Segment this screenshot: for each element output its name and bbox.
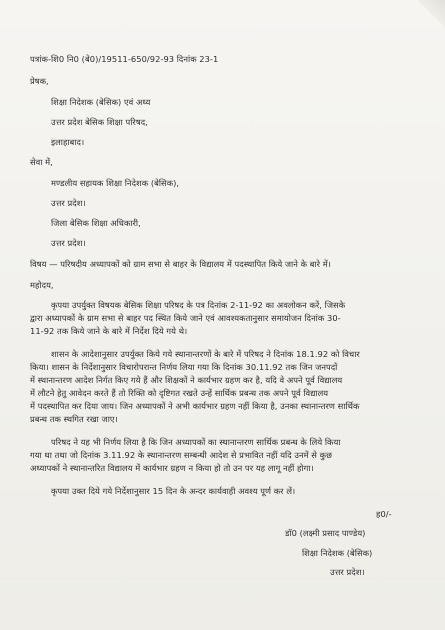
para2-line-4: में लौटने हेतु आवेदन करते हैं तो रिक्ति को दृष्टिगत रखते उन्हें सार्थिक प्रबन्ध तक अपने पूर्व विद्यालय [30,388,329,398]
para4-line: कृपया उक्त दिये गये निर्देशानुसार 15 दिन के अन्दर कार्यवाही अवश्य पूर्ण कर लें। [51,486,296,496]
signatory-place: उत्तर प्रदेश। [330,567,365,577]
from-label: प्रेषक, [30,76,49,86]
sender-line-1: शिक्षा निदेशक (बेसिक) एवं अध्य [51,97,151,107]
signatory-name: डॉ0 (लक्ष्मी प्रसाद पाण्डेय) [285,528,366,538]
recipient-line-2: उत्तर प्रदेश। [51,198,86,208]
reference-line: पत्रांक-शि0 नि0 (बे0)/19511-650/92-93 दिनांक 23-1 [30,54,219,64]
page-fold-shadow [415,0,445,30]
to-label: सेवा में, [30,157,53,167]
sender-line-2: उत्तर प्रदेश बेसिक शिक्षा परिषद, [51,117,148,127]
recipient-line-1: मण्डलीय सहायक शिक्षा निदेशक (बेसिक), [51,178,180,188]
para3-line-3: अध्यापकों ने स्थानान्तरित विद्यालय में कार्यभार ग्रहण न किया हो तो उन पर यह लागू नहीं होगा। [30,463,314,473]
sender-line-3: इलाहाबाद। [51,137,85,147]
signature-sd: ह0/- [376,509,392,519]
para2-line-2: किया। शासन के निर्देशानुसार विचारोपरान्त निर्णय लिया गया कि दिनांक 30.11.92 तक जिन जनपदों [30,362,338,372]
para2-line-3: में स्थानान्तरण आदेश निर्गत किए गये हैं और शिक्षकों ने कार्यभार ग्रहण कर है, यदि वे अपने पूर्व विद्यालय [30,375,343,385]
para1-line-2: द्वारा अध्यापकों के ग्राम सभा से बाहर पद स्थित किये जाने एवं आवश्यकतानुसार समायोजन दिनांक 30- [30,313,341,323]
recipient-line-4: उत्तर प्रदेश। [51,238,86,248]
subject-line: विषय — परिषदीय अध्यापकों को ग्राम सभा से बाहर के विद्यालय में पदस्थापित किये जाने के बारे में। [30,259,331,269]
salutation: महोदय, [30,280,54,290]
para2-line-6: प्रबन्ध तक स्थगित रखा जाए। [30,414,118,424]
para1-line-3: 11-92 तक किये जाने के बारे में निर्देश दिये गये थे। [30,326,188,336]
para2-line-5: में पदस्थापित कर दिया जाय। जिन अध्यापकों ने अभी कार्यभार ग्रहण नहीं किया है, उनका स्थानान्तरण सार्थिक [30,401,360,411]
para3-line-1: परिषद ने यह भी निर्णय लिया है कि जिन अध्यापकों का स्थानान्तरण सार्थिक प्रबन्ध के लिये किया [51,437,341,447]
para2-line-1: शासन के आदेशानुसार उपर्युक्त किये गये स्थानान्तरणों के बारे में परिषद ने दिनांक 18.1.92 को विचार [51,349,360,359]
para1-line-1: कृपया उपर्युक्त विषयक बेसिक शिक्षा परिषद के पत्र दिनांक 2-11-92 का अवलोकन करें, जिसके [51,300,346,310]
signatory-designation: शिक्षा निदेशक (बेसिक) [302,548,373,558]
para3-line-2: गया था तथा जो दिनांक 3.11.92 के स्थानान्तरण सम्बन्धी आदेश से प्रभावित नहीं यदि उनमें से कुछ [30,450,332,460]
recipient-line-3: जिला बेसिक शिक्षा अधिकारी, [51,218,141,228]
